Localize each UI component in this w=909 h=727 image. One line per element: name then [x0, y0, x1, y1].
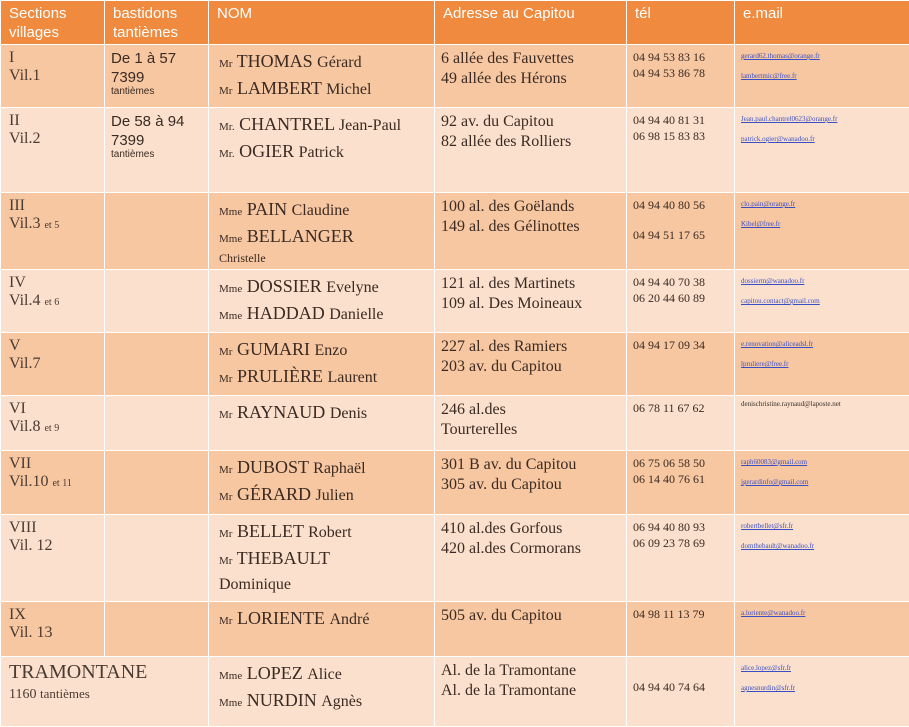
- address-2: 203 av. du Capitou: [441, 357, 620, 377]
- bastidons-cell: [105, 396, 209, 451]
- person-title: Mr: [219, 85, 232, 97]
- person-2: [219, 364, 428, 391]
- person-title: Mr.: [219, 148, 235, 160]
- phone-cell: [627, 451, 735, 515]
- name-cell: [209, 108, 435, 193]
- email-link-1[interactable]: robertbellet@sfr.fr: [741, 519, 903, 533]
- tantiemes-label: tantièmes: [111, 150, 202, 160]
- person-1: [219, 606, 428, 633]
- section-cell: [1, 515, 105, 602]
- person-lastname: PAIN: [247, 199, 287, 219]
- person-firstname: Jean-Paul: [339, 117, 401, 134]
- phone-2: 06 09 23 78 69: [633, 535, 728, 551]
- section-cell: [1, 45, 105, 108]
- phone-2: 06 98 15 83 83: [633, 128, 728, 144]
- section-cell: [1, 270, 105, 333]
- email-text-1[interactable]: denischristine.raynaud@laposte.net: [741, 400, 903, 409]
- section-number: V: [9, 337, 98, 355]
- table-row: [1, 333, 909, 396]
- name-cell: [209, 270, 435, 333]
- village-label: [9, 624, 98, 642]
- person-firstname: Denis: [330, 405, 367, 422]
- person-lastname: DOSSIER: [247, 276, 322, 296]
- person-lastname: RAYNAUD: [237, 402, 325, 422]
- section-number: IV: [9, 274, 98, 292]
- village-suffix: et 9: [44, 423, 59, 434]
- table-header: [1, 1, 909, 45]
- table-row: [1, 515, 909, 602]
- person-title: Mr: [219, 528, 232, 540]
- table-row: [1, 602, 909, 657]
- bastidons-cell: [105, 451, 209, 515]
- table-row: [1, 396, 909, 451]
- section-number: III: [9, 197, 98, 215]
- bastidons-cell: [105, 333, 209, 396]
- name-cell: [209, 515, 435, 602]
- email-cell: [735, 108, 909, 193]
- name-cell: [209, 333, 435, 396]
- person-title: Mr: [219, 346, 232, 358]
- phone-cell: [627, 333, 735, 396]
- phone-1: 06 78 11 67 62: [633, 400, 728, 416]
- person-2: [219, 76, 428, 103]
- email-link-2[interactable]: agnesnurdin@sfr.fr: [741, 681, 903, 695]
- address-cell: [435, 451, 627, 515]
- village-name: Vil.10: [9, 473, 48, 490]
- email-link-2[interactable]: jgerardinfo@gmail.com: [741, 475, 903, 489]
- section-cell: [1, 602, 105, 657]
- person-title: Mme: [219, 233, 242, 245]
- address-cell: [435, 108, 627, 193]
- phone-1: 04 94 40 80 56: [633, 197, 728, 213]
- section-number: II: [9, 112, 98, 130]
- village-suffix: tantièmes: [40, 686, 90, 701]
- village-name: Vil.1: [9, 67, 40, 84]
- address-cell: [435, 657, 627, 727]
- person-title: Mme: [219, 310, 242, 322]
- email-link-1[interactable]: gerard62.thomas@orange.fr: [741, 49, 903, 63]
- village-label: [9, 355, 98, 373]
- village-name: Vil.8: [9, 418, 40, 435]
- person-firstname: Agnès: [321, 693, 362, 710]
- address-1: 301 B av. du Capitou: [441, 455, 620, 475]
- table-row: [1, 451, 909, 515]
- address-1: 505 av. du Capitou: [441, 606, 620, 626]
- name-cell: [209, 451, 435, 515]
- address-1: 6 allée des Fauvettes: [441, 49, 620, 69]
- village-name: Vil. 12: [9, 537, 52, 554]
- header-email: e.mail: [735, 1, 909, 45]
- phone-2: 06 20 44 60 89: [633, 290, 728, 306]
- address-2: Al. de la Tramontane: [441, 681, 620, 701]
- person-firstname: Claudine: [292, 202, 350, 219]
- address-2: 109 al. Des Moineaux: [441, 294, 620, 314]
- person-lastname: HADDAD: [247, 303, 325, 323]
- section-number: VIII: [9, 519, 98, 537]
- person-lastname: CHANTREL: [239, 114, 334, 134]
- name-cell: [209, 657, 435, 727]
- person-title: Mr: [219, 373, 232, 385]
- person-firstname: Evelyne: [326, 279, 378, 296]
- section-number: VII: [9, 455, 98, 473]
- person-1: [219, 112, 428, 139]
- person-title: Mr.: [219, 121, 235, 133]
- name-cell: [209, 45, 435, 108]
- header-adresse: Adresse au Capitou: [435, 1, 627, 45]
- address-cell: [435, 270, 627, 333]
- person-lastname: THOMAS: [237, 51, 313, 71]
- village-name: Vil.3: [9, 215, 40, 232]
- address-cell: [435, 602, 627, 657]
- name-cell: [209, 396, 435, 451]
- village-label: [9, 473, 98, 493]
- bastidons-cell: [105, 45, 209, 108]
- person-firstname: Raphaël: [313, 460, 365, 477]
- person-1: [219, 197, 428, 224]
- header-tel: tél: [627, 1, 735, 45]
- person-firstname: Enzo: [314, 342, 347, 359]
- address-2: 149 al. des Gélinottes: [441, 217, 620, 237]
- phone-2: 04 94 53 86 78: [633, 65, 728, 81]
- section-cell: [1, 193, 105, 270]
- person-lastname: THEBAULT: [237, 548, 330, 568]
- phone-cell: [627, 602, 735, 657]
- village-label: [9, 215, 98, 235]
- name-cell: [209, 602, 435, 657]
- address-2: 82 allée des Rolliers: [441, 132, 620, 152]
- address-1: 121 al. des Martinets: [441, 274, 620, 294]
- person-lastname: BELLANGER: [247, 226, 354, 246]
- person-firstname: Michel: [326, 81, 371, 98]
- person-title: Mr: [219, 464, 232, 476]
- person-lastname: PRULIÈRE: [237, 366, 323, 386]
- table-row: [1, 657, 909, 727]
- village-name: Vil. 13: [9, 624, 52, 641]
- section-number: I: [9, 49, 98, 67]
- address-1: 410 al.des Gorfous: [441, 519, 620, 539]
- person-1: [219, 661, 428, 688]
- person-title: Mme: [219, 283, 242, 295]
- address-2: 49 allée des Hérons: [441, 69, 620, 89]
- phone-2: 04 94 51 17 65: [633, 227, 728, 243]
- person-title: Mr: [219, 409, 232, 421]
- person-firstname: Dominique: [219, 573, 428, 597]
- village-label: [9, 683, 202, 706]
- tantiemes-value: 7399: [111, 131, 202, 150]
- table-row: [1, 108, 909, 193]
- header-sections: Sections villages: [1, 1, 105, 45]
- person-lastname: GUMARI: [237, 339, 310, 359]
- village-name: 1160: [9, 687, 36, 702]
- person-lastname: LORIENTE: [237, 608, 325, 628]
- bastidons-range: De 1 à 57: [111, 49, 202, 68]
- person-1: [219, 49, 428, 76]
- person-lastname: NURDIN: [247, 690, 317, 710]
- email-cell: [735, 270, 909, 333]
- address-1: Al. de la Tramontane: [441, 661, 620, 681]
- person-firstname: André: [329, 611, 369, 628]
- person-firstname: Laurent: [327, 369, 377, 386]
- phone-1: 04 98 11 13 79: [633, 606, 728, 622]
- email-link-1[interactable]: dossierm@wanadoo.fr: [741, 274, 903, 288]
- section-number: TRAMONTANE: [9, 661, 202, 683]
- phone-cell: [627, 396, 735, 451]
- phone-1: 04 94 53 83 16: [633, 49, 728, 65]
- phone-2: 06 14 40 76 61: [633, 471, 728, 487]
- section-cell: [1, 333, 105, 396]
- email-cell: [735, 45, 909, 108]
- person-firstname: Alice: [307, 666, 342, 683]
- person-firstname: Robert: [308, 524, 352, 541]
- phone-cell: [627, 515, 735, 602]
- tantiemes-label: tantièmes: [111, 87, 202, 97]
- person-lastname: LAMBERT: [237, 78, 322, 98]
- person-2: [219, 139, 428, 166]
- email-link-2[interactable]: Kibel@free.fr: [741, 217, 903, 231]
- address-1: 92 av. du Capitou: [441, 112, 620, 132]
- address-cell: [435, 396, 627, 451]
- email-cell: [735, 193, 909, 270]
- person-firstname: Patrick: [299, 144, 344, 161]
- person-title: Mr: [219, 615, 232, 627]
- email-link-1[interactable]: alice.lopez@sfr.fr: [741, 661, 903, 675]
- email-link-2[interactable]: lpruliere@free.fr: [741, 357, 903, 371]
- village-name: Vil.4: [9, 292, 40, 309]
- bastidons-cell: [105, 602, 209, 657]
- section-cell: [1, 657, 209, 727]
- person-title: Mme: [219, 206, 242, 218]
- person-firstname: Christelle: [219, 251, 428, 265]
- table-row: [1, 270, 909, 333]
- person-2: [219, 688, 428, 715]
- person-1: [219, 274, 428, 301]
- person-2: [219, 482, 428, 509]
- email-cell: [735, 602, 909, 657]
- phone-cell: [627, 45, 735, 108]
- village-label: [9, 292, 98, 312]
- person-1: [219, 455, 428, 482]
- person-title: Mr: [219, 58, 232, 70]
- person-title: Mme: [219, 697, 242, 709]
- bastidons-cell: [105, 515, 209, 602]
- bastidons-cell: [105, 193, 209, 270]
- table-row: [1, 193, 909, 270]
- person-1: [219, 337, 428, 364]
- phone-1: 06 75 06 58 50: [633, 455, 728, 471]
- email-cell: [735, 333, 909, 396]
- address-cell: [435, 515, 627, 602]
- person-firstname: Julien: [315, 487, 353, 504]
- phone-1: 04 94 40 70 38: [633, 274, 728, 290]
- person-2: [219, 224, 428, 265]
- email-cell: [735, 657, 909, 727]
- phone-1: 06 94 40 80 93: [633, 519, 728, 535]
- village-label: [9, 537, 98, 555]
- phone-cell: [627, 270, 735, 333]
- person-title: Mme: [219, 670, 242, 682]
- person-2: [219, 546, 428, 573]
- bastidons-range: De 58 à 94: [111, 112, 202, 131]
- bastidons-cell: [105, 270, 209, 333]
- phone-cell: [627, 108, 735, 193]
- person-lastname: OGIER: [239, 141, 294, 161]
- table-row: [1, 45, 909, 108]
- village-name: Vil.7: [9, 355, 40, 372]
- phone-2: 04 94 40 74 64: [633, 679, 728, 695]
- phone-cell: [627, 657, 735, 727]
- email-link-1[interactable]: a.loriente@wanadoo.fr: [741, 606, 903, 620]
- email-link-1[interactable]: e.renovation@aliceadsl.fr: [741, 337, 903, 351]
- village-label: [9, 67, 98, 85]
- address-2: 420 al.des Cormorans: [441, 539, 620, 559]
- person-firstname: Danielle: [329, 306, 383, 323]
- email-link-1[interactable]: clo.pain@orange.fr: [741, 197, 903, 211]
- address-2: 305 av. du Capitou: [441, 475, 620, 495]
- section-cell: [1, 451, 105, 515]
- person-title: Mr: [219, 491, 232, 503]
- address-1: 227 al. des Ramiers: [441, 337, 620, 357]
- person-firstname: Gérard: [317, 54, 361, 71]
- name-cell: [209, 193, 435, 270]
- address-cell: [435, 193, 627, 270]
- village-suffix: et 6: [44, 297, 59, 308]
- address-2: Tourterelles: [441, 420, 620, 440]
- email-link-1[interactable]: Jean.paul.chantrel0623@orange.fr: [741, 112, 903, 126]
- address-1: 246 al.des: [441, 400, 620, 420]
- section-cell: [1, 396, 105, 451]
- tantiemes-value: 7399: [111, 68, 202, 87]
- person-2: [219, 301, 428, 328]
- email-link-2[interactable]: lambertmic@free.fr: [741, 69, 903, 83]
- address-cell: [435, 333, 627, 396]
- header-nom: NOM: [209, 1, 435, 45]
- phone-1: 04 94 40 81 31: [633, 112, 728, 128]
- email-cell: [735, 515, 909, 602]
- bastidons-cell: [105, 108, 209, 193]
- village-suffix: et 11: [52, 478, 71, 489]
- header-bastidons: bastidons tantièmes: [105, 1, 209, 45]
- person-1: [219, 519, 428, 546]
- email-cell: [735, 451, 909, 515]
- email-link-2[interactable]: capitou.contact@gmail.com: [741, 294, 903, 308]
- address-1: 100 al. des Goëlands: [441, 197, 620, 217]
- person-lastname: BELLET: [237, 521, 304, 541]
- section-cell: [1, 108, 105, 193]
- village-label: [9, 418, 98, 438]
- email-link-2[interactable]: domthebault@wanadoo.fr: [741, 539, 903, 553]
- phone-cell: [627, 193, 735, 270]
- header-row: [1, 1, 909, 45]
- person-lastname: LOPEZ: [247, 663, 303, 683]
- person-1: [219, 400, 428, 427]
- village-label: [9, 130, 98, 148]
- phone-1: 04 94 17 09 34: [633, 337, 728, 353]
- person-title: Mr: [219, 555, 232, 567]
- person-lastname: GÉRARD: [237, 484, 311, 504]
- section-number: IX: [9, 606, 98, 624]
- person-lastname: DUBOST: [237, 457, 309, 477]
- email-cell: [735, 396, 909, 451]
- email-link-2[interactable]: patrick.ogier@wanadoo.fr: [741, 132, 903, 146]
- email-link-1[interactable]: raph60083@gmail.com: [741, 455, 903, 469]
- address-cell: [435, 45, 627, 108]
- section-number: VI: [9, 400, 98, 418]
- village-name: Vil.2: [9, 130, 40, 147]
- village-suffix: et 5: [44, 220, 59, 231]
